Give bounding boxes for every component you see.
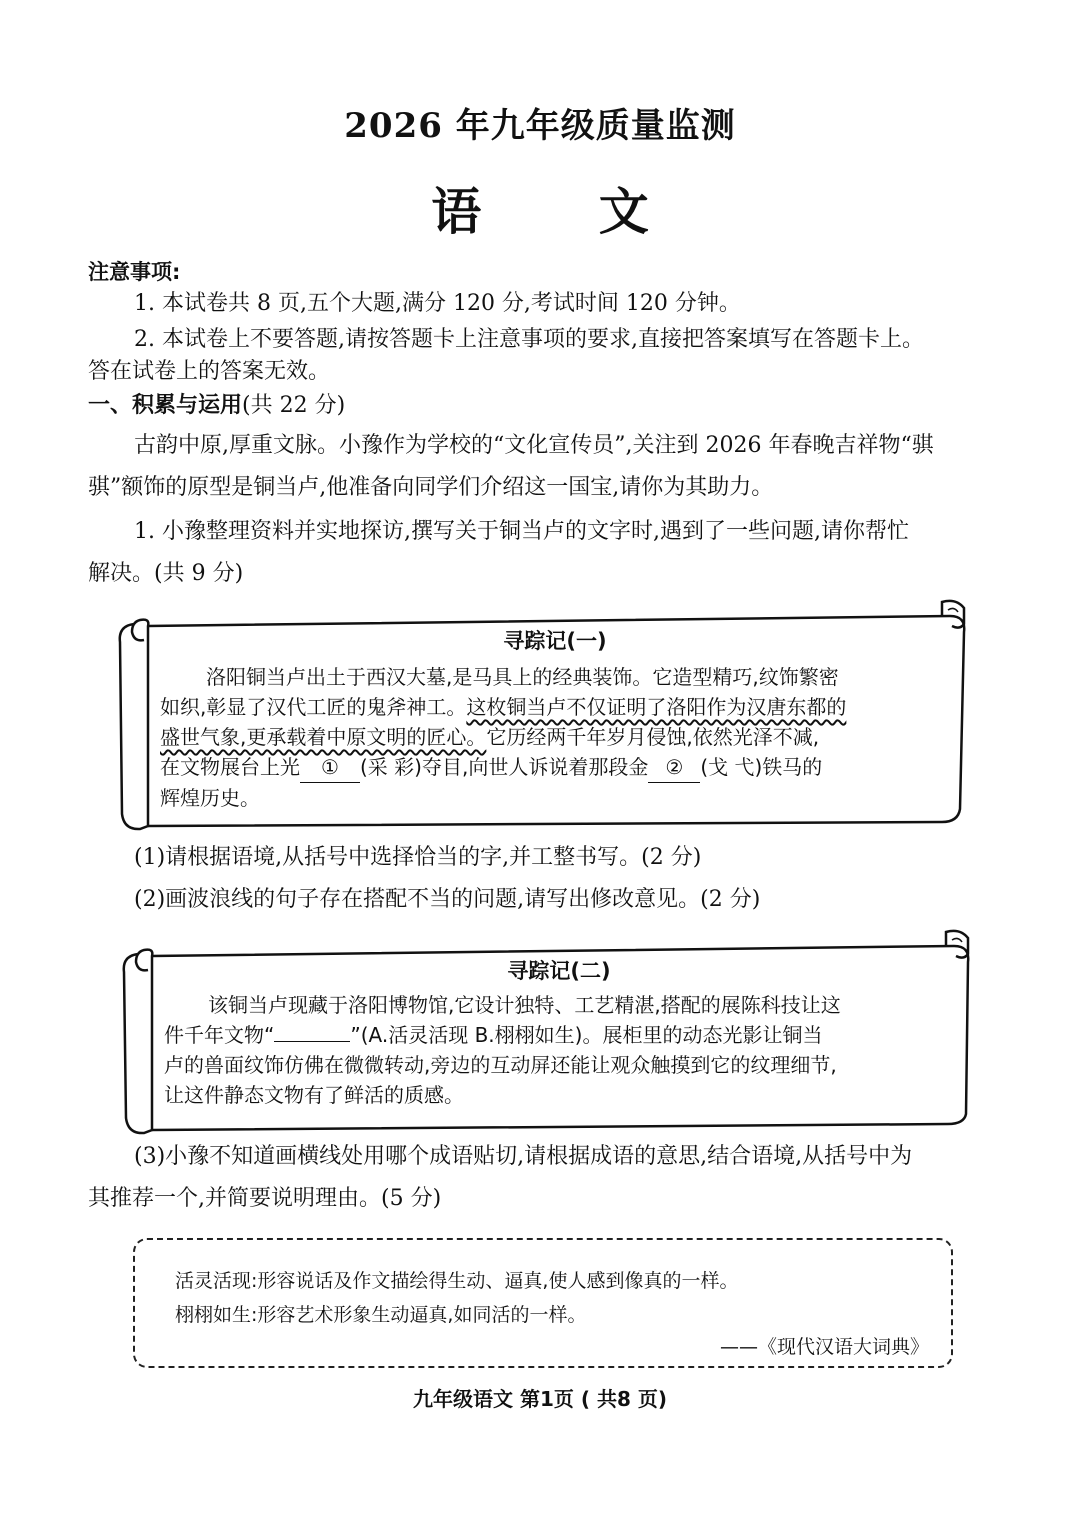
notice-item-1: 1. 本试卷共 8 页,五个大题,满分 120 分,考试时间 120 分钟。 bbox=[134, 291, 741, 316]
page-footer: 九年级语文 第1页 ( 共8 页) bbox=[413, 1387, 667, 1411]
scroll-1-line-5: 辉煌历史。 bbox=[160, 786, 260, 810]
sub-question-1: (1)请根据语境,从括号中选择恰当的字,并工整书写。(2 分) bbox=[134, 845, 702, 870]
scroll-box-2 bbox=[114, 934, 974, 1134]
scroll-1-line-4 bbox=[160, 752, 950, 783]
scroll-2-title: 寻踪记(二) bbox=[507, 959, 611, 983]
sub-question-2: (2)画波浪线的句子存在搭配不当的问题,请写出修改意见。(2 分) bbox=[134, 887, 761, 912]
blank-1: ① bbox=[300, 752, 360, 783]
subject-title: 语 文 bbox=[431, 182, 699, 241]
scroll-1-text: (采 彩)夺目,向世人诉说着那段金 bbox=[360, 755, 649, 779]
scroll-box-1 bbox=[110, 604, 970, 834]
intro-line-1: 古韵中原,厚重文脉。小豫作为学校的“文化宣传员”,关注到 2026 年春晚吉祥物“骐 bbox=[134, 433, 934, 458]
scroll-2-text: ”(A.活灵活现 B.栩栩如生)。展柜里的动态光影让铜当 bbox=[350, 1023, 823, 1047]
scroll-2-line-1: 该铜当卢现藏于洛阳博物馆,它设计独特、工艺精湛,搭配的展陈科技让这 bbox=[208, 993, 841, 1017]
wavy-sentence-part-2: 盛世气象,更承载着中原文明的匠心。 bbox=[160, 725, 487, 749]
scroll-1-line-2 bbox=[160, 692, 950, 722]
sub-question-3-line-1: (3)小豫不知道画横线处用哪个成语贴切,请根据成语的意思,结合语境,从括号中为 bbox=[134, 1144, 913, 1169]
notice-heading: 注意事项: bbox=[88, 260, 181, 284]
definition-1: 活灵活现:形容说话及作文描绘得生动、逼真,使人感到像真的一样。 bbox=[175, 1270, 739, 1292]
exam-title: 2026 年九年级质量监测 bbox=[344, 106, 736, 146]
definition-2: 栩栩如生:形容艺术形象生动逼真,如同活的一样。 bbox=[175, 1304, 587, 1326]
definition-source: ——《现代汉语大词典》 bbox=[719, 1336, 929, 1358]
scroll-2-line-3: 卢的兽面纹饰仿佛在微微转动,旁边的互动屏还能让观众触摸到它的纹理细节, bbox=[164, 1053, 837, 1077]
question-1-line-2: 解决。(共 9 分) bbox=[88, 561, 244, 586]
section-points: (共 22 分) bbox=[242, 393, 346, 418]
section-heading bbox=[88, 384, 1008, 428]
sub-question-3-line-2: 其推荐一个,并简要说明理由。(5 分) bbox=[88, 1186, 442, 1211]
intro-line-2: 骐”额饰的原型是铜当卢,他准备向同学们介绍这一国宝,请你为其助力。 bbox=[88, 475, 774, 500]
idiom-blank bbox=[274, 1041, 350, 1042]
scroll-2-line-4: 让这件静态文物有了鲜活的质感。 bbox=[164, 1083, 464, 1107]
wavy-sentence-part-1: 这枚铜当卢不仅证明了洛阳作为汉唐东都的 bbox=[466, 695, 847, 719]
scroll-2-text: 件千年文物“ bbox=[164, 1023, 275, 1047]
scroll-1-text: 它历经两千年岁月侵蚀,依然光泽不减, bbox=[486, 725, 820, 749]
question-1-line-1: 1. 小豫整理资料并实地探访,撰写关于铜当卢的文字时,遇到了一些问题,请你帮忙 bbox=[134, 519, 909, 544]
scroll-1-text: 在文物展台上光 bbox=[160, 755, 300, 779]
scroll-1-title: 寻踪记(一) bbox=[503, 629, 607, 653]
scroll-1-text: (戈 弋)铁马的 bbox=[700, 755, 823, 779]
section-title: 一、积累与运用 bbox=[88, 393, 243, 418]
scroll-1-text: 如织,彰显了汉代工匠的鬼斧神工。 bbox=[160, 695, 467, 719]
scroll-1-line-3 bbox=[160, 722, 950, 752]
notice-item-2-cont: 答在试卷上的答案无效。 bbox=[88, 359, 331, 384]
blank-2: ② bbox=[648, 752, 700, 783]
scroll-2-line-2 bbox=[164, 1020, 954, 1050]
notice-item-2: 2. 本试卷上不要答题,请按答题卡上注意事项的要求,直接把答案填写在答题卡上。 bbox=[134, 327, 924, 352]
scroll-1-line-1: 洛阳铜当卢出土于西汉大墓,是马具上的经典装饰。它造型精巧,纹饰繁密 bbox=[206, 665, 839, 689]
definition-box bbox=[133, 1238, 953, 1368]
